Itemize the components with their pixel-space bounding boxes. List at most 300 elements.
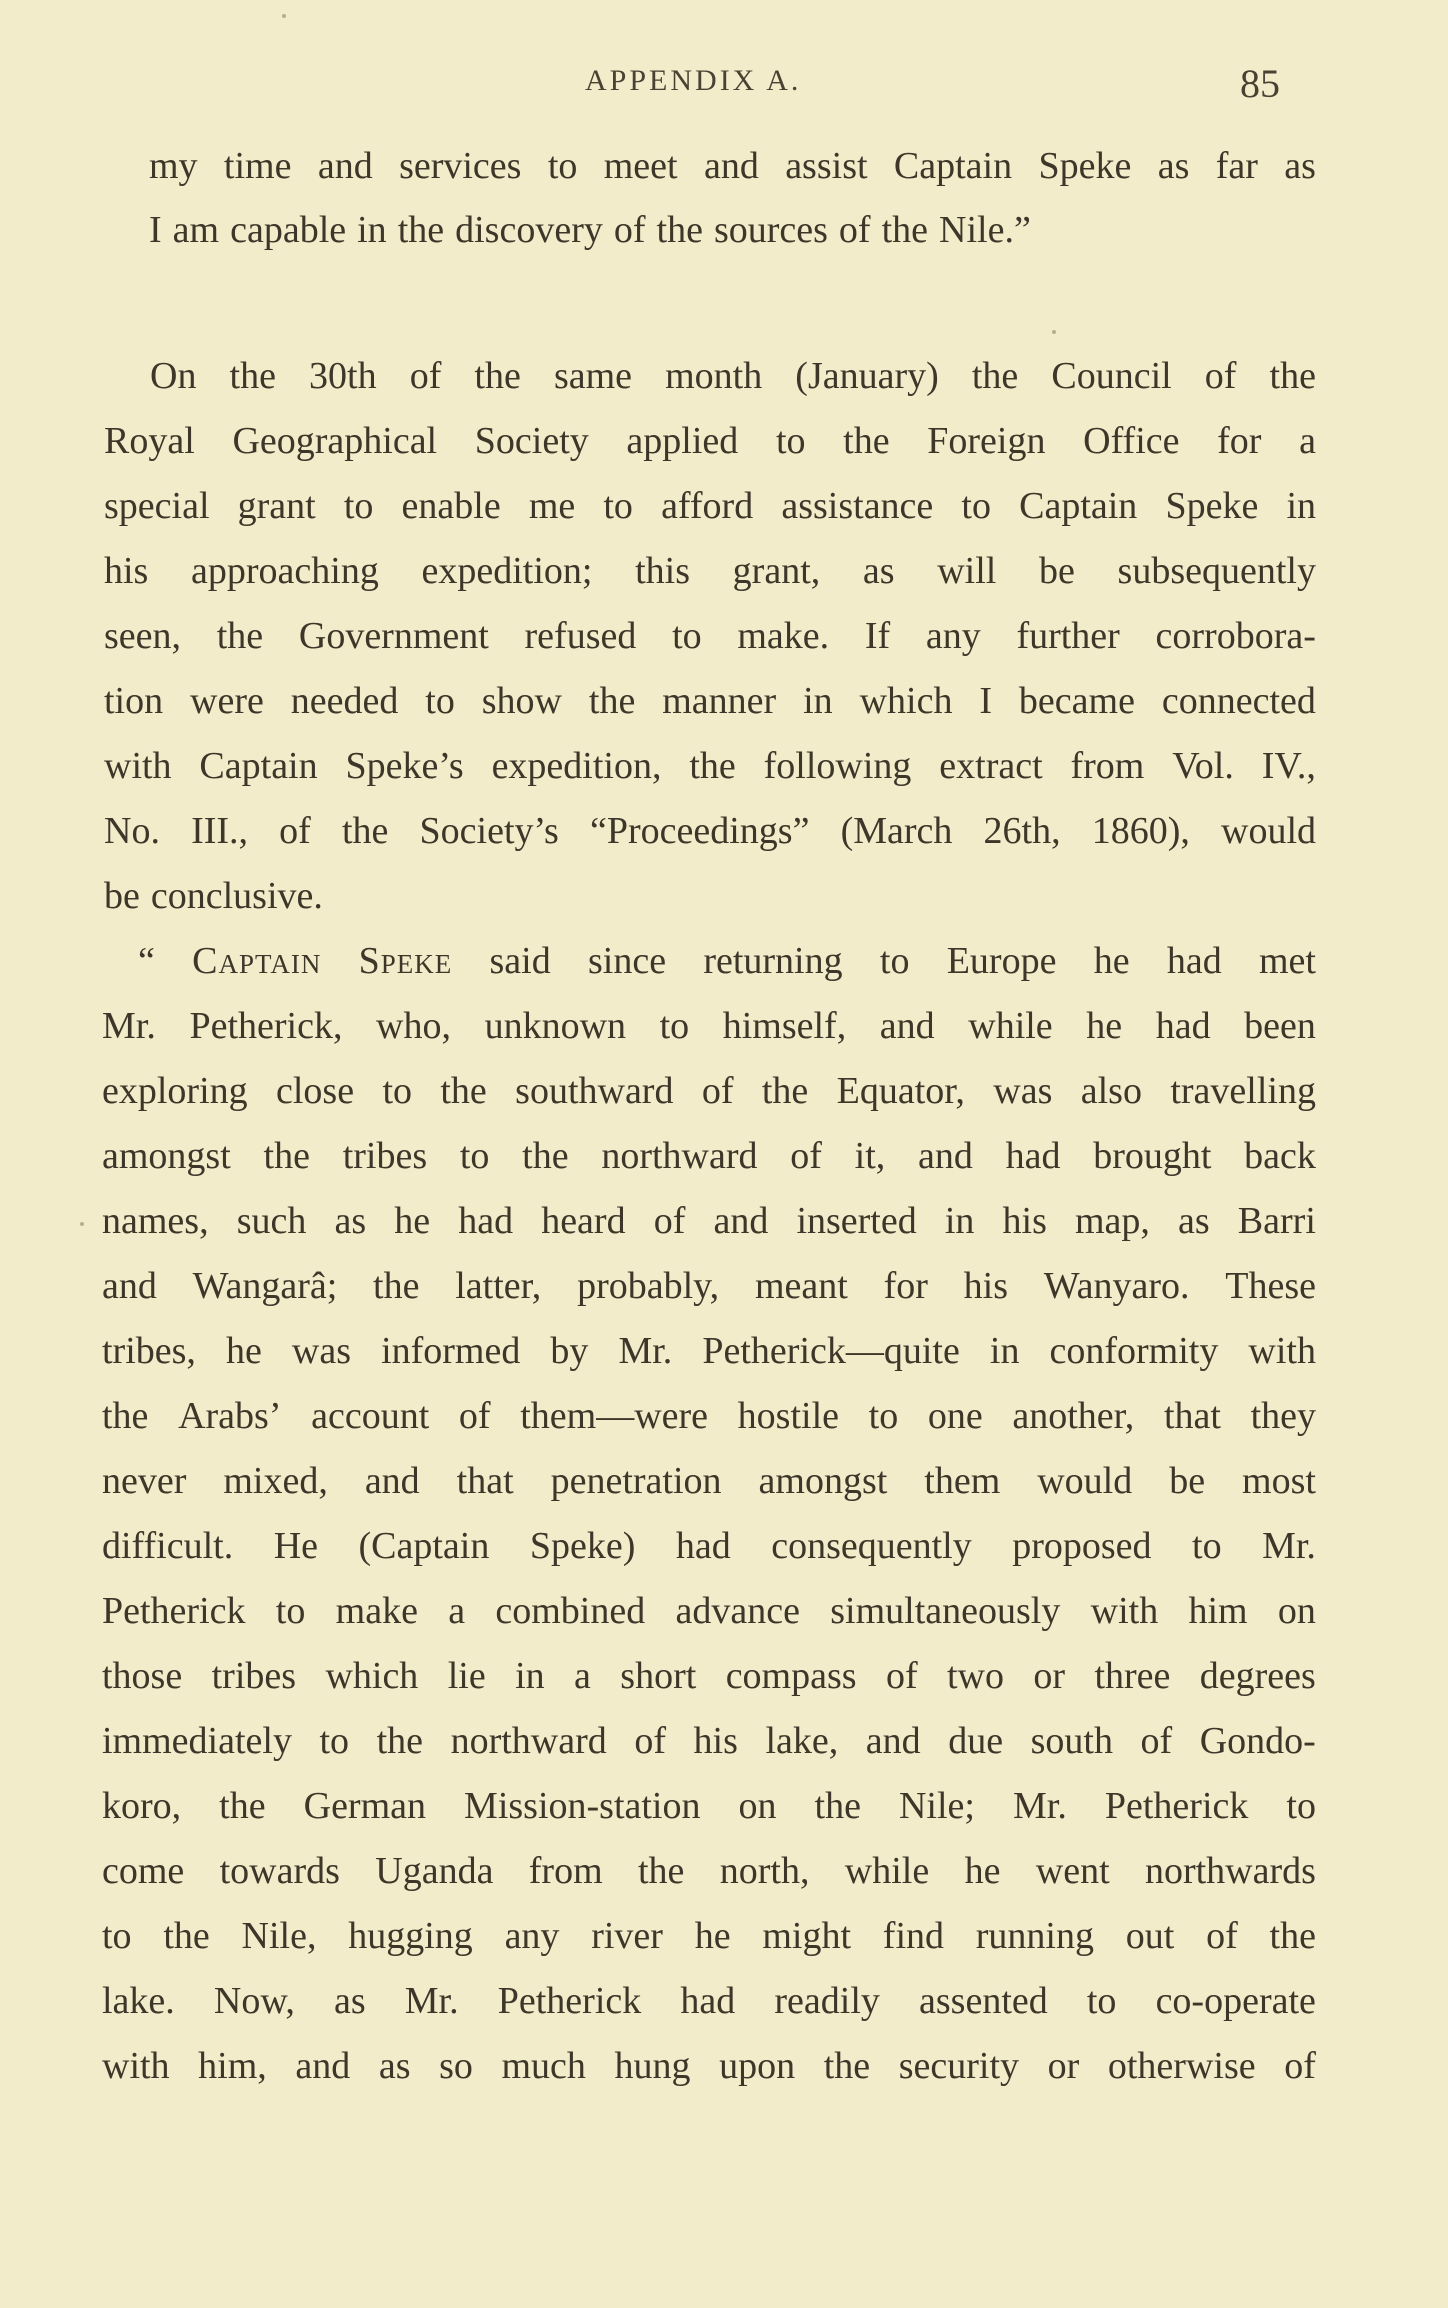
- word: out: [1125, 1915, 1175, 1957]
- word: he: [1093, 940, 1130, 982]
- text-line: [102, 1458, 1316, 1504]
- word: had: [458, 1200, 514, 1242]
- word: any: [925, 615, 981, 657]
- word: tribes,: [102, 1330, 196, 1372]
- word: south: [1030, 1720, 1113, 1762]
- word: simultaneously: [830, 1590, 1061, 1632]
- word: amongst: [758, 1460, 888, 1502]
- word: since: [587, 940, 667, 982]
- word: 30th: [309, 355, 377, 397]
- word: his: [104, 550, 149, 592]
- word: in: [1286, 485, 1316, 527]
- word: he: [694, 1915, 731, 1957]
- word: connected: [1161, 680, 1316, 722]
- word: the: [656, 209, 703, 251]
- word: it,: [854, 1135, 886, 1177]
- word: same: [553, 355, 633, 397]
- word: of: [613, 209, 646, 251]
- word: of: [790, 1135, 822, 1177]
- word: hostile: [737, 1395, 839, 1437]
- text-line: [102, 1848, 1316, 1894]
- word: another,: [1012, 1395, 1135, 1437]
- text-line: [150, 353, 1316, 399]
- word: Foreign: [927, 420, 1046, 462]
- word: month: [665, 355, 763, 397]
- word: while: [968, 1005, 1053, 1047]
- word: and: [703, 145, 759, 187]
- word: conclusive.: [150, 875, 323, 917]
- word: to: [1086, 1980, 1117, 2022]
- word: became: [1018, 680, 1135, 722]
- word: grant,: [732, 550, 821, 592]
- word: the: [637, 1850, 685, 1892]
- text-line: [104, 808, 1316, 854]
- word: and: [364, 1460, 420, 1502]
- word: also: [1080, 1070, 1142, 1112]
- word: close: [276, 1070, 355, 1112]
- word: degrees: [1199, 1655, 1316, 1697]
- word: Speke: [1038, 145, 1132, 187]
- word: one: [927, 1395, 983, 1437]
- word: 1860),: [1091, 810, 1190, 852]
- word: map,: [1074, 1200, 1150, 1242]
- word: a: [1299, 420, 1316, 462]
- word: northward: [601, 1135, 758, 1177]
- word: special: [104, 485, 210, 527]
- word: to: [319, 1720, 350, 1762]
- word: tion: [104, 680, 164, 722]
- page-number: 85: [1240, 61, 1280, 106]
- word: travelling: [1170, 1070, 1316, 1112]
- paper-speck: [282, 14, 286, 18]
- word: to: [659, 1005, 690, 1047]
- word: lake.: [102, 1980, 175, 2022]
- word: expedition;: [421, 550, 593, 592]
- word: of: [634, 1720, 666, 1762]
- word: met: [1259, 940, 1316, 982]
- word: the: [376, 1720, 424, 1762]
- text-line: [104, 418, 1316, 464]
- word: Speke): [529, 1525, 636, 1567]
- word: that: [1163, 1395, 1221, 1437]
- word: immediately: [102, 1720, 292, 1762]
- word: Petherick: [102, 1590, 246, 1632]
- word: IV.,: [1261, 745, 1316, 787]
- word: Europe: [946, 940, 1057, 982]
- word: III.,: [191, 810, 249, 852]
- word: Nile,: [241, 1915, 317, 1957]
- word: river: [591, 1915, 663, 1957]
- word: (January): [795, 355, 939, 397]
- word: Geographical: [232, 420, 438, 462]
- word: discovery: [455, 209, 603, 251]
- word: the: [341, 810, 389, 852]
- word: I: [979, 680, 993, 722]
- word: this: [635, 550, 691, 592]
- word: them: [924, 1460, 1001, 1502]
- word: Society’s: [419, 810, 559, 852]
- word: northwards: [1144, 1850, 1316, 1892]
- word: Mr.: [102, 1005, 156, 1047]
- text-line: [102, 1588, 1316, 1634]
- word: never: [102, 1460, 187, 1502]
- word: returning: [703, 940, 843, 982]
- text-line: [104, 743, 1316, 789]
- text-line: [149, 207, 1316, 253]
- word: in: [515, 1655, 545, 1697]
- word: as: [334, 1200, 367, 1242]
- word: subsequently: [1117, 550, 1316, 592]
- word: the: [522, 1135, 569, 1177]
- word: those: [102, 1655, 183, 1697]
- word: of: [279, 810, 311, 852]
- word: by: [550, 1330, 589, 1372]
- word: he: [394, 1200, 431, 1242]
- word: be: [1169, 1460, 1206, 1502]
- word: of: [1140, 1720, 1173, 1762]
- word: said: [489, 940, 551, 982]
- word: Speke: [358, 940, 453, 982]
- text-line: [104, 678, 1316, 724]
- word: capable: [230, 209, 347, 251]
- word: afford: [661, 485, 754, 527]
- word: in: [944, 1200, 975, 1242]
- word: latter,: [455, 1265, 542, 1307]
- word: had: [680, 1980, 736, 2022]
- word: Mr.: [404, 1980, 459, 2022]
- text-line: [104, 483, 1316, 529]
- word: had: [1166, 940, 1222, 982]
- word: in: [357, 209, 387, 251]
- word: me: [528, 485, 576, 527]
- word: the: [263, 1135, 310, 1177]
- word: Captain: [1019, 485, 1138, 527]
- word: to: [425, 680, 455, 722]
- word: to: [343, 485, 374, 527]
- word: hugging: [348, 1915, 473, 1957]
- word: the: [814, 1785, 861, 1827]
- text-line: [102, 1328, 1316, 1374]
- word: them—were: [520, 1395, 709, 1437]
- word: Mr.: [618, 1330, 673, 1372]
- word: readily: [774, 1980, 880, 2022]
- word: to: [382, 1070, 412, 1112]
- word: a: [448, 1590, 466, 1632]
- word: would: [1221, 810, 1316, 852]
- word: to: [1192, 1525, 1222, 1567]
- word: had: [1155, 1005, 1211, 1047]
- word: was: [993, 1070, 1053, 1112]
- word: lie: [447, 1655, 486, 1697]
- word: on: [738, 1785, 777, 1827]
- word: towards: [219, 1850, 340, 1892]
- word: time: [223, 145, 292, 187]
- text-line: [104, 873, 1316, 919]
- word: as: [862, 550, 895, 592]
- word: he: [964, 1850, 1001, 1892]
- word: No.: [104, 810, 160, 852]
- word: as: [333, 1980, 366, 2022]
- word: assistance: [781, 485, 934, 527]
- word: On: [150, 355, 197, 397]
- word: I: [149, 209, 162, 251]
- word: am: [172, 209, 220, 251]
- word: a: [574, 1655, 591, 1697]
- word: which: [859, 680, 953, 722]
- word: Petherick: [1104, 1785, 1249, 1827]
- word: names,: [102, 1200, 209, 1242]
- text-line: [104, 548, 1316, 594]
- word: to: [879, 940, 910, 982]
- word: Now,: [213, 1980, 295, 2022]
- text-line: [102, 1978, 1316, 2024]
- word: expedition,: [491, 745, 662, 787]
- word: Uganda: [375, 1850, 494, 1892]
- text-line: [102, 1133, 1316, 1179]
- word: approaching: [191, 550, 379, 592]
- word: “: [138, 940, 155, 982]
- word: far: [1215, 145, 1258, 187]
- word: to: [547, 145, 578, 187]
- word: advance: [675, 1590, 800, 1632]
- word: If: [864, 615, 891, 657]
- word: the: [216, 615, 264, 657]
- word: Captain: [893, 145, 1013, 187]
- word: the: [843, 420, 890, 462]
- word: would: [1037, 1460, 1133, 1502]
- word: northward: [450, 1720, 607, 1762]
- word: to: [961, 485, 991, 527]
- word: inserted: [796, 1200, 917, 1242]
- word: brought: [1093, 1135, 1212, 1177]
- word: further: [1016, 615, 1120, 657]
- word: as: [378, 2045, 411, 2087]
- word: due: [948, 1720, 1004, 1762]
- word: make: [335, 1590, 418, 1632]
- word: Council: [1051, 355, 1172, 397]
- word: services: [399, 145, 522, 187]
- running-head: [0, 58, 1448, 108]
- word: Nile;: [898, 1785, 975, 1827]
- word: otherwise: [1107, 2045, 1256, 2087]
- word: following: [763, 745, 912, 787]
- word: and: [918, 1135, 973, 1177]
- word: they: [1250, 1395, 1316, 1437]
- text-line: [102, 1523, 1316, 1569]
- word: the: [823, 2045, 871, 2087]
- word: as: [1178, 1200, 1210, 1242]
- word: applied: [626, 420, 739, 462]
- word: in: [989, 1330, 1020, 1372]
- word: manner: [662, 680, 777, 722]
- word: to: [1286, 1785, 1316, 1827]
- word: and: [295, 2045, 351, 2087]
- word: and: [102, 1265, 157, 1307]
- word: most: [1242, 1460, 1316, 1502]
- word: Petherick: [497, 1980, 642, 2022]
- word: as: [1157, 145, 1190, 187]
- word: while: [844, 1850, 930, 1892]
- text-line: [138, 938, 1316, 984]
- word: of: [409, 355, 442, 397]
- word: security: [898, 2045, 1020, 2087]
- paper-speck: [1052, 330, 1056, 334]
- word: which: [325, 1655, 419, 1697]
- word: been: [1244, 1005, 1316, 1047]
- word: and: [879, 1005, 935, 1047]
- word: the: [163, 1915, 210, 1957]
- word: or: [1033, 1655, 1066, 1697]
- word: the: [1269, 355, 1316, 397]
- word: went: [1035, 1850, 1110, 1892]
- word: Mr.: [1262, 1525, 1316, 1567]
- word: He: [273, 1525, 319, 1567]
- text-line: [102, 1198, 1316, 1244]
- word: southward: [515, 1070, 674, 1112]
- word: amongst: [102, 1135, 231, 1177]
- word: the: [971, 355, 1019, 397]
- text-line: [102, 2043, 1316, 2089]
- word: from: [1070, 745, 1145, 787]
- word: might: [762, 1915, 852, 1957]
- word: to: [459, 1135, 490, 1177]
- word: himself,: [722, 1005, 847, 1047]
- word: him: [1188, 1590, 1248, 1632]
- word: exploring: [102, 1070, 248, 1112]
- word: upon: [719, 2045, 796, 2087]
- word: find: [882, 1915, 945, 1957]
- word: Wanyaro.: [1043, 1265, 1190, 1307]
- word: the: [1269, 1915, 1316, 1957]
- word: the: [373, 1265, 420, 1307]
- word: north,: [719, 1850, 810, 1892]
- word: unknown: [484, 1005, 627, 1047]
- word: tribes: [211, 1655, 297, 1697]
- word: back: [1244, 1135, 1316, 1177]
- word: Vol.: [1172, 745, 1234, 787]
- word: Royal: [104, 420, 195, 462]
- word: heard: [541, 1200, 626, 1242]
- word: compass: [725, 1655, 857, 1697]
- word: of: [1206, 1915, 1238, 1957]
- word: that: [456, 1460, 514, 1502]
- word: in: [803, 680, 833, 722]
- word: assented: [919, 1980, 1048, 2022]
- word: Barri: [1237, 1200, 1316, 1242]
- word: for: [1217, 420, 1262, 462]
- word: as: [1284, 145, 1316, 187]
- word: consequently: [771, 1525, 972, 1567]
- word: the: [219, 1785, 266, 1827]
- text-line: [102, 1653, 1316, 1699]
- word: probably,: [577, 1265, 720, 1307]
- word: Petherick,: [189, 1005, 343, 1047]
- word: any: [504, 1915, 560, 1957]
- word: the: [229, 355, 276, 397]
- word: extract: [939, 745, 1043, 787]
- word: tribes: [342, 1135, 428, 1177]
- word: Equator,: [836, 1070, 965, 1112]
- word: corrobora-: [1155, 615, 1316, 657]
- word: Gondo-: [1199, 1720, 1316, 1762]
- word: meet: [603, 145, 678, 187]
- word: difficult.: [102, 1525, 234, 1567]
- word: of: [885, 1655, 918, 1697]
- word: with: [102, 2045, 170, 2087]
- word: Government: [298, 615, 489, 657]
- word: Mission-station: [464, 1785, 701, 1827]
- word: meant: [754, 1265, 848, 1307]
- text-line: [102, 1393, 1316, 1439]
- word: combined: [495, 1590, 646, 1632]
- word: Wangarâ;: [192, 1265, 338, 1307]
- word: his: [693, 1720, 738, 1762]
- word: of: [838, 209, 871, 251]
- word: enable: [401, 485, 501, 527]
- word: (Captain: [358, 1525, 490, 1567]
- word: he: [1086, 1005, 1123, 1047]
- word: informed: [381, 1330, 521, 1372]
- text-line: [102, 1718, 1316, 1764]
- word: from: [528, 1850, 603, 1892]
- word: be: [104, 875, 140, 917]
- word: the: [588, 680, 636, 722]
- word: mixed,: [223, 1460, 328, 1502]
- word: These: [1225, 1265, 1316, 1307]
- word: Arabs’: [178, 1395, 282, 1437]
- word: and: [713, 1200, 769, 1242]
- word: sources: [713, 209, 828, 251]
- word: co-operate: [1155, 1980, 1316, 2022]
- word: Mr.: [1012, 1785, 1067, 1827]
- word: to: [102, 1915, 132, 1957]
- word: of: [1284, 2045, 1316, 2087]
- text-line: [149, 143, 1316, 189]
- word: my: [149, 145, 198, 187]
- word: Captain: [192, 940, 322, 982]
- word: the: [102, 1395, 149, 1437]
- word: the: [881, 209, 929, 251]
- word: make.: [737, 615, 830, 657]
- word: of: [1204, 355, 1237, 397]
- word: Captain: [199, 745, 318, 787]
- word: seen,: [104, 615, 182, 657]
- word: assist: [785, 145, 868, 187]
- word: Nile.”: [939, 209, 1031, 251]
- word: come: [102, 1850, 185, 1892]
- word: or: [1047, 2045, 1080, 2087]
- word: two: [947, 1655, 1004, 1697]
- word: him,: [198, 2045, 267, 2087]
- word: such: [236, 1200, 307, 1242]
- word: three: [1094, 1655, 1171, 1697]
- word: who,: [376, 1005, 451, 1047]
- word: show: [481, 680, 562, 722]
- word: so: [439, 2045, 473, 2087]
- word: much: [501, 2045, 586, 2087]
- word: for: [883, 1265, 928, 1307]
- word: the: [440, 1070, 487, 1112]
- word: of: [458, 1395, 491, 1437]
- word: of: [701, 1070, 734, 1112]
- word: Society: [474, 420, 589, 462]
- text-line: [104, 613, 1316, 659]
- word: his: [1002, 1200, 1047, 1242]
- text-line: [102, 1068, 1316, 1114]
- word: and: [865, 1720, 921, 1762]
- word: proposed: [1012, 1525, 1152, 1567]
- word: will: [937, 550, 997, 592]
